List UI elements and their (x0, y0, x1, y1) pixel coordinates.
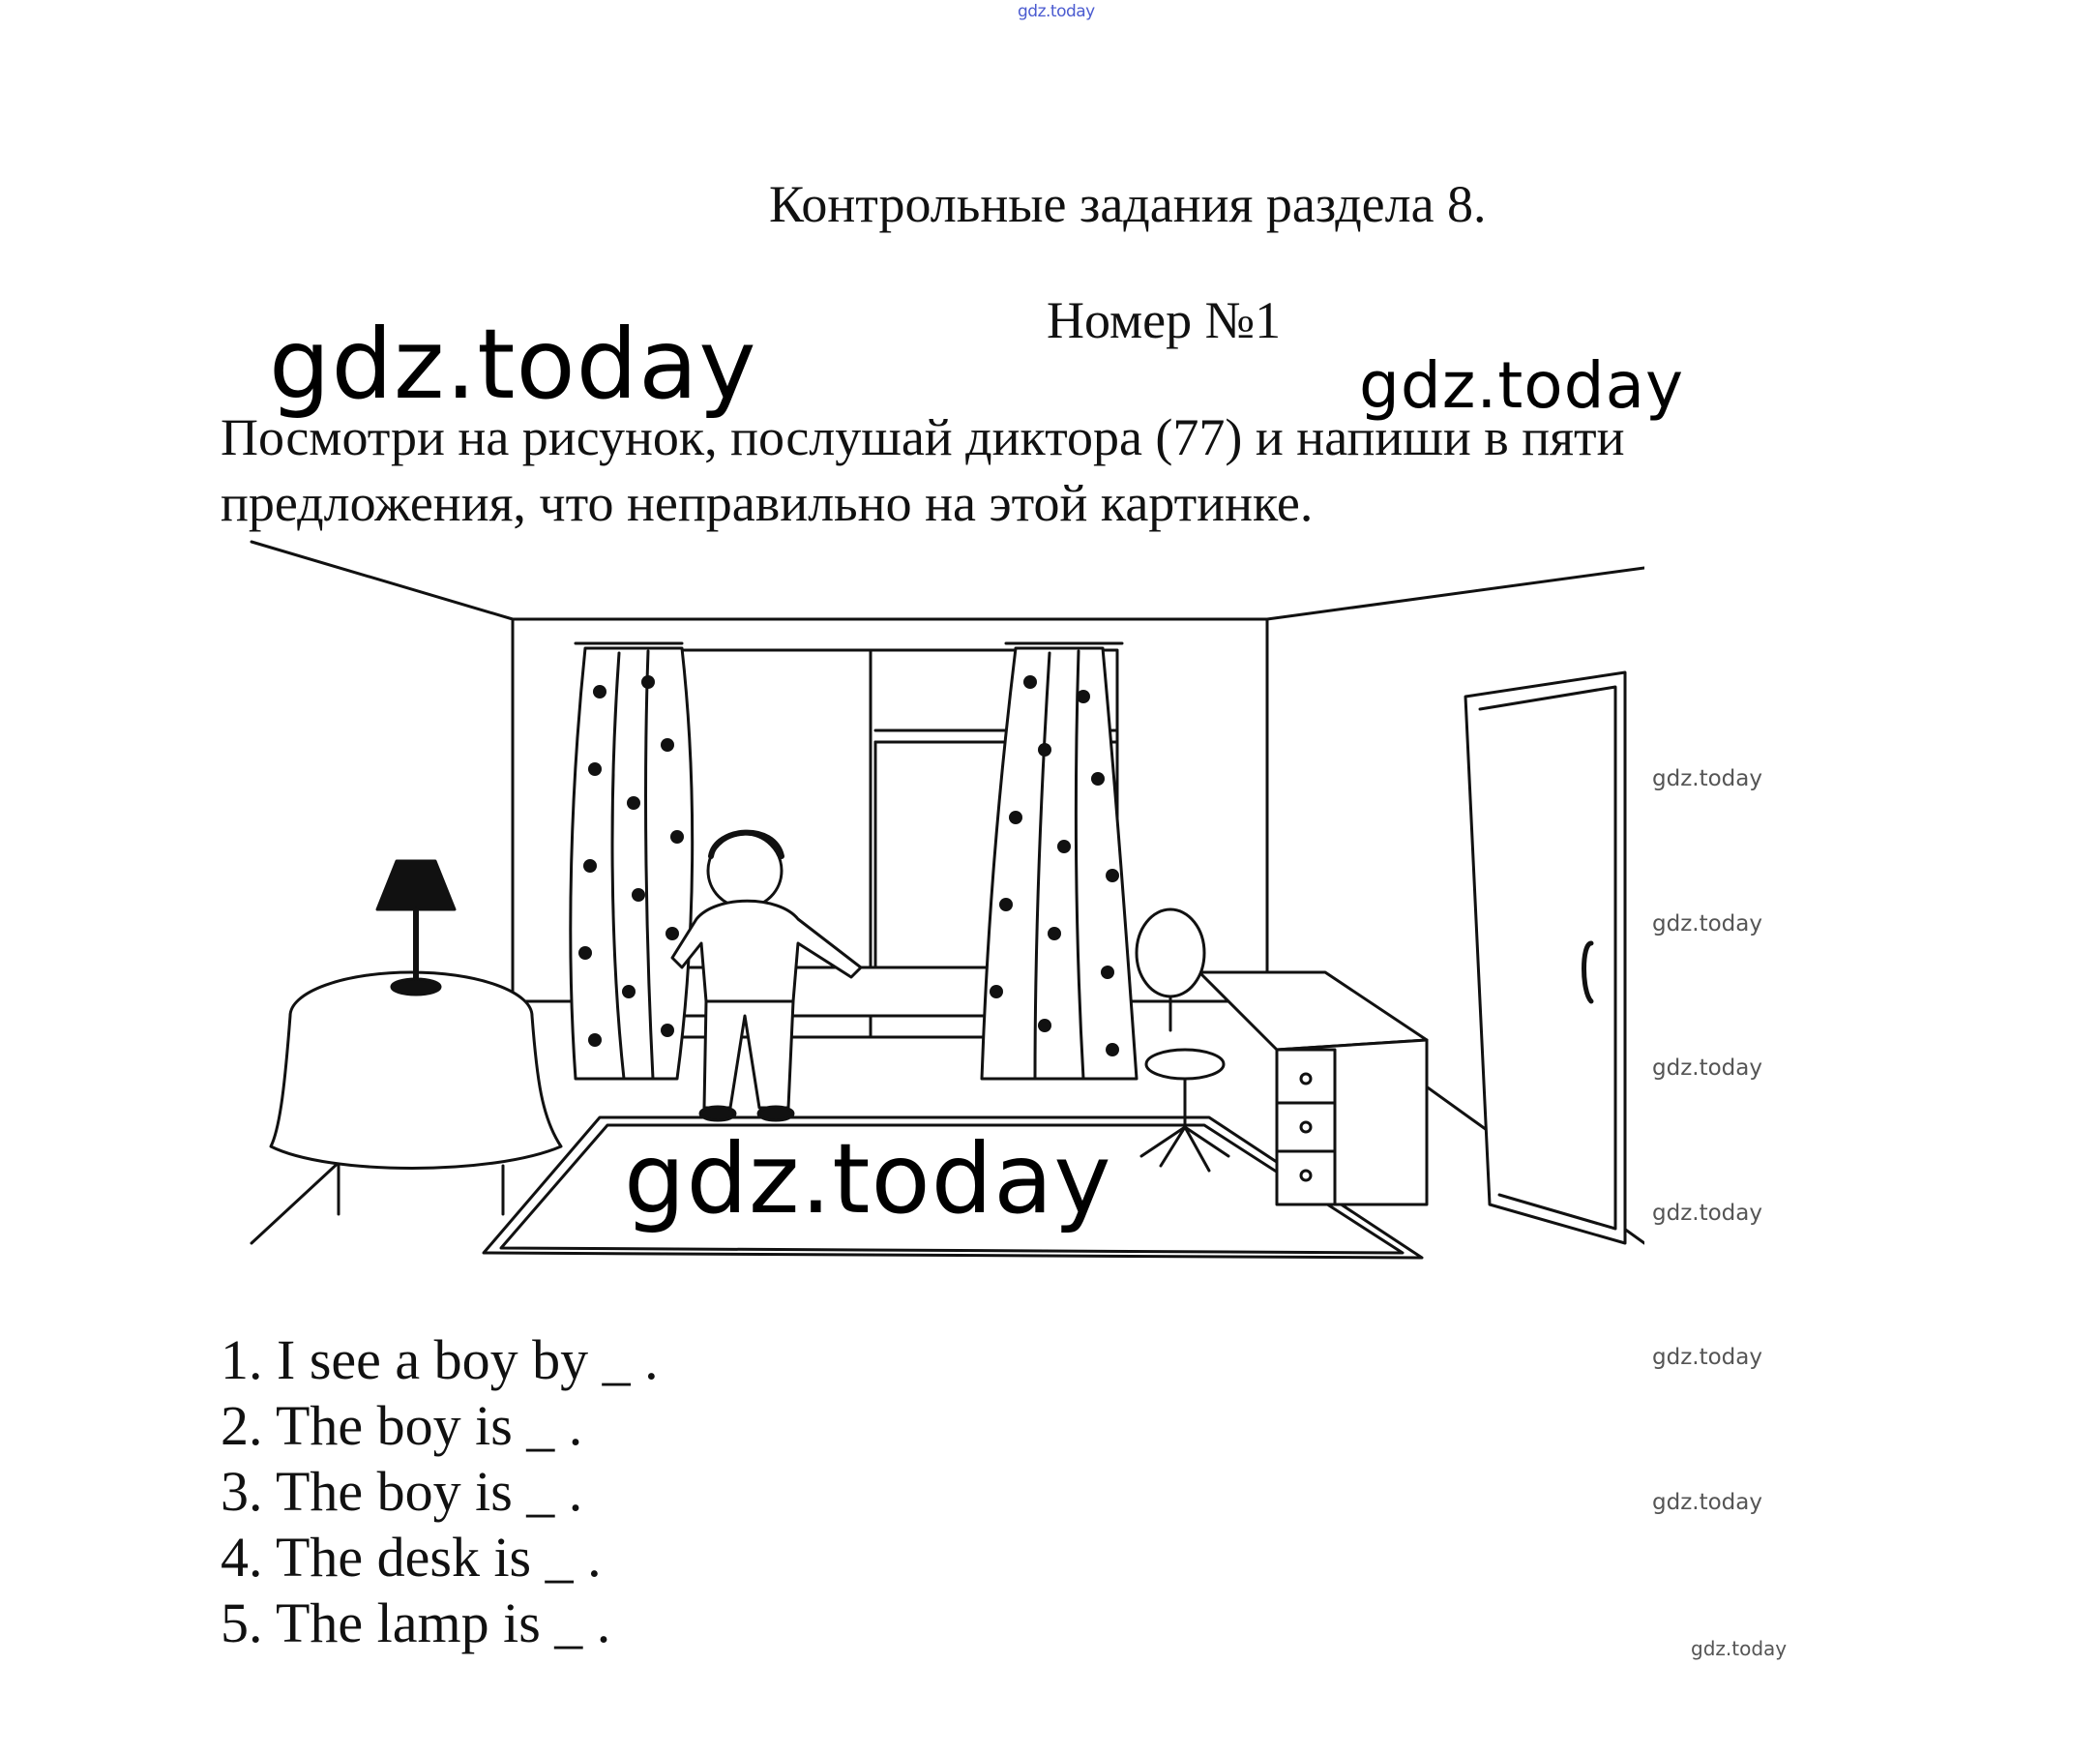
watermark-large-3: gdz.today (624, 1122, 1112, 1235)
task-number: Номер №1 (1047, 291, 1282, 349)
watermark-side: gdz.today (1652, 766, 1762, 791)
list-item: 4. The desk is _ . (221, 1526, 602, 1589)
list-item: 5. The lamp is _ . (221, 1591, 611, 1654)
watermark-large-2: gdz.today (1359, 348, 1685, 423)
watermark-side: gdz.today (1652, 1055, 1762, 1081)
watermark-side: gdz.today (1652, 1201, 1762, 1226)
watermark-side: gdz.today (1652, 1345, 1762, 1370)
list-item: 1. I see a boy by _ . (221, 1328, 659, 1391)
sentence-list (221, 1327, 659, 1656)
watermark-top: gdz.today (1018, 2, 1095, 21)
watermark-side: gdz.today (1652, 911, 1762, 936)
task-instruction: Посмотри на рисунок, послушай диктора (77) и напиши в пяти предложения, что неправильно на этой картинке. (221, 408, 1625, 532)
watermark-side: gdz.today (1652, 1490, 1762, 1515)
list-item: 2. The boy is _ . (221, 1394, 583, 1457)
list-item: 3. The boy is _ . (221, 1460, 583, 1523)
watermark-side: gdz.today (1691, 1637, 1788, 1660)
page-title: Контрольные задания раздела 8. (769, 175, 1487, 233)
watermark-large-1: gdz.today (269, 308, 757, 421)
